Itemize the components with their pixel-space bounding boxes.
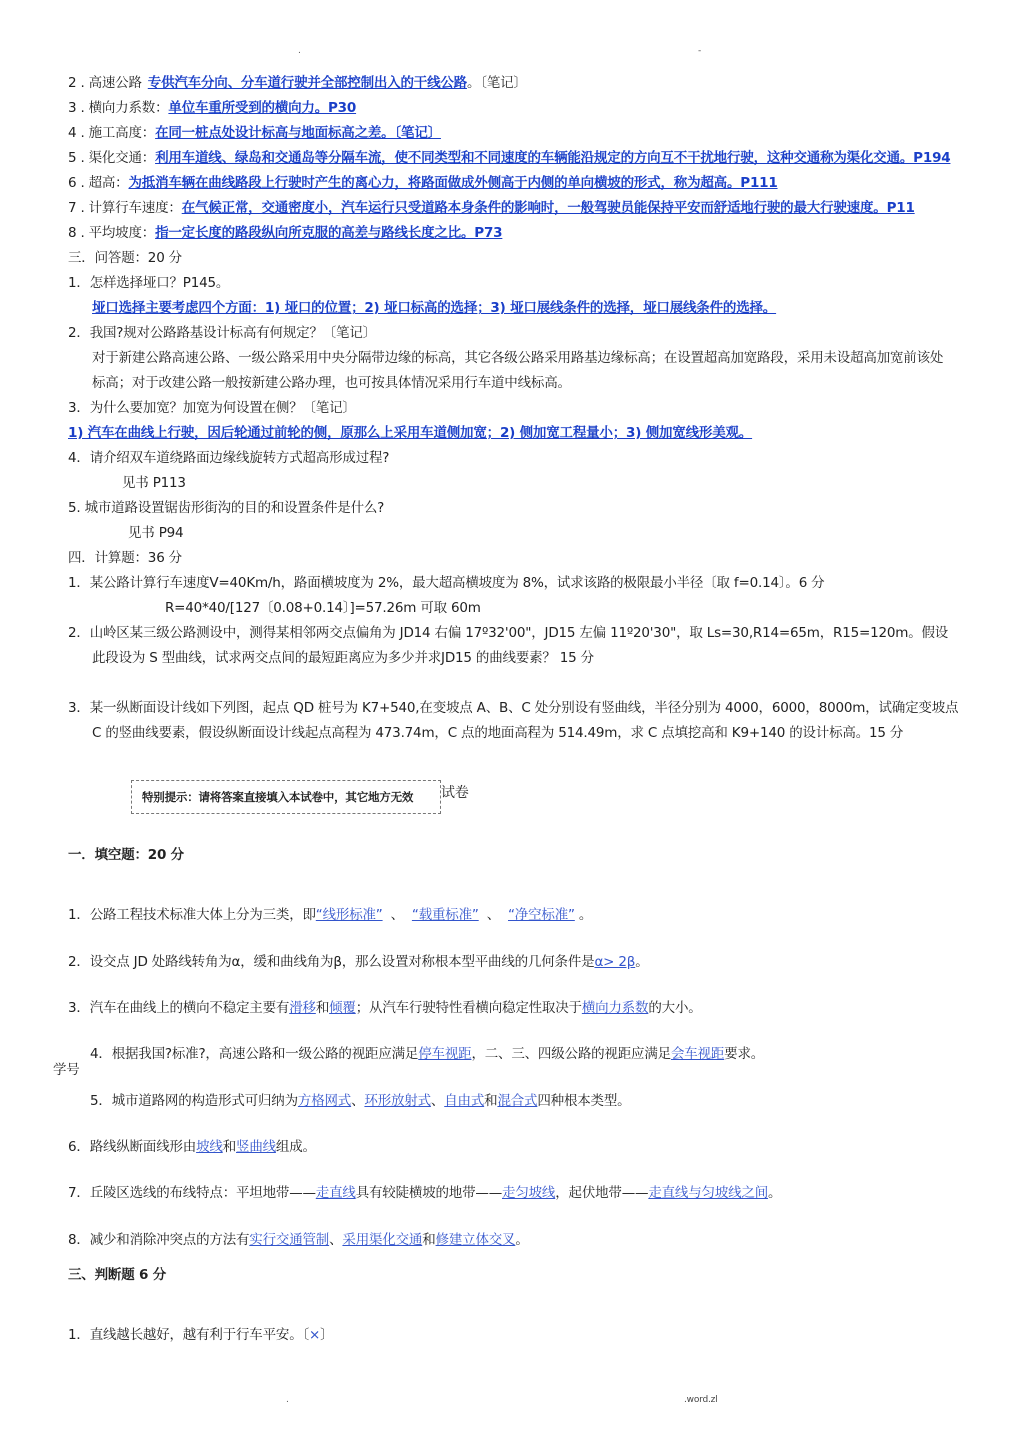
question-1: 1．怎样选择垭口？P145。: [68, 275, 230, 291]
fill-5-text: 5．城市道路网的构造形式可归纳为: [90, 1093, 298, 1109]
calc-3-line2: C 的竖曲线要素，假设纵断面设计线起点高程为 473.74m，C 点的地面高程为 514.49m，求 C 点填挖高和 K9+140 的设计标高。15 分: [92, 725, 904, 741]
question-2: 2．我国?规对公路路基设计标高有何规定？〔笔记〕: [68, 325, 376, 341]
fill-7-answer-c: 走直线与匀坡线之间: [648, 1185, 769, 1201]
fill-8-answer-c: 修建立体交叉: [435, 1232, 516, 1248]
fill-2: [68, 952, 649, 972]
calc-1-formula: R=40*40/[127〔0.08+0.14〕]=57.26m 可取 60m: [165, 600, 481, 616]
definition-term: 高速公路: [88, 75, 142, 91]
fill-8-answer-b: 采用渠化交通: [342, 1232, 423, 1248]
fill-5-end: 四种根本类型。: [537, 1093, 631, 1109]
fill-5-sep: 、: [351, 1093, 365, 1109]
fill-3-and: 和: [315, 1000, 330, 1016]
special-notice-box: [131, 780, 441, 814]
fill-7-text: 7．丘陵区选线的布线特点：平坦地带——: [68, 1185, 316, 1201]
fill-1-end: 。: [578, 907, 593, 923]
definition-item: [68, 98, 356, 118]
fill-5: [90, 1091, 630, 1111]
calc-2-line2: 此段设为 S 型曲线，试求两交点间的最短距离应为多少并求JD15 的曲线要素？ 15 分: [92, 650, 594, 666]
fill-3: [68, 998, 702, 1018]
fill-1-sep: 、: [486, 907, 501, 923]
fill-2-answer: α> 2β: [594, 954, 636, 970]
fill-6-end: 组成。: [275, 1139, 316, 1155]
fill-1-sep: 、: [390, 907, 404, 923]
definition-term: 平均坡度：: [88, 225, 156, 241]
fill-8-and: 和: [422, 1232, 436, 1248]
fill-8-end: 。: [515, 1232, 529, 1248]
judge-1-end: 〕: [320, 1327, 334, 1343]
fill-6-and: 和: [222, 1139, 237, 1155]
definition-number: 6 .: [68, 175, 85, 191]
definition-number: 4 .: [68, 125, 85, 141]
fill-3-mid: ；从汽车行驶特性看横向稳定性取决于: [355, 1000, 582, 1016]
fill-4-answer-b: 会车视距: [670, 1046, 725, 1062]
fill-4-text: 4．根据我国?标准?，高速公路和一级公路的视距应满足: [90, 1046, 419, 1062]
fill-1-text: 1．公路工程技术标准大体上分为三类，即: [68, 907, 316, 923]
fill-3-answer-b: 倾覆: [329, 1000, 356, 1016]
calc-1: 1．某公路计算行车速度V=40Km/h，路面横坡度为 2%，最大超高横坡度为 8%，试求该路的极限最小半径〔取 f=0.14〕。6 分: [68, 575, 825, 591]
definition-item: [68, 73, 527, 93]
fill-5-answer-d: 混合式: [497, 1093, 538, 1109]
definition-answer: 为抵消车辆在曲线路段上行驶时产生的离心力，将路面做成外侧高于内侧的单向横坡的形式，称为超高。P111: [128, 175, 778, 191]
definition-answer: 单位车重所受到的横向力。P30: [168, 100, 357, 116]
definition-term: 超高：: [88, 175, 129, 191]
fill-3-text: 3．汽车在曲线上的横向不稳定主要有: [68, 1000, 290, 1016]
definition-answer: 专供汽车分向、分车道行驶并全部控制出入的干线公路: [147, 75, 467, 91]
fill-5-sep: 、: [430, 1093, 445, 1109]
notice-suffix: 试卷: [441, 785, 469, 801]
definition-number: 3 .: [68, 100, 85, 116]
judge-1-text: 1．直线越长越好，越有利于行车平安。〔: [68, 1327, 310, 1343]
fill-7-answer-a: 走直线: [315, 1185, 356, 1201]
calc-2-line1: 2．山岭区某三级公路测设中，测得某相邻两交点偏角为 JD14 右偏 17º32'00"，JD15 左偏 11º20'30"，取 Ls=30,R14=65m，R15=120m。假设: [68, 625, 949, 641]
fill-6-answer-b: 竖曲线: [236, 1139, 276, 1155]
fill-5-answer-c: 自由式: [444, 1093, 485, 1109]
fill-7-mid: ，起伏地带——: [555, 1185, 649, 1201]
definition-number: 5 .: [68, 150, 85, 166]
question-1-answer: 垭口选择主要考虑四个方面：1) 垭口的位置；2) 垭口标高的选择；3) 垭口展线条件的选择，垭口展线条件的选择。: [92, 300, 777, 316]
definition-term: 渠化交通：: [88, 150, 156, 166]
question-4-reference: 见书 P113: [122, 475, 186, 491]
definition-number: 7 .: [68, 200, 85, 216]
question-2-answer-line1: 对于新建公路高速公路、一级公路采用中央分隔带边缘的标高，其它各级公路采用路基边缘标高；在设置超高加宽路段，采用未设超高加宽前该处: [92, 350, 944, 366]
definition-item: [68, 223, 502, 243]
fill-4-end: 要求。: [724, 1046, 765, 1062]
fill-7-mid: 具有较陡横坡的地带——: [355, 1185, 503, 1201]
definition-answer: 在气候正常，交通密度小，汽车运行只受道路本身条件的影响时，一般驾驶员能保持平安而舒适地行驶的最大行驶速度。P11: [181, 200, 915, 216]
fill-8: [68, 1230, 529, 1250]
definition-item: [68, 198, 915, 218]
fill-6-text: 6．路线纵断面线形由: [68, 1139, 197, 1155]
question-5-reference: 见书 P94: [128, 525, 184, 541]
fill-2-text: 2．设交点 JD 处路线转角为α，缓和曲线角为β，那么设置对称根本型平曲线的几何条件是: [68, 954, 595, 970]
fill-6: [68, 1137, 316, 1157]
fill-3-answer-a: 滑移: [289, 1000, 316, 1016]
fill-7-answer-b: 走匀坡线: [502, 1185, 556, 1201]
fill-5-answer-b: 环形放射式: [364, 1093, 431, 1109]
definition-item: [68, 123, 441, 143]
fill-7-end: 。: [768, 1185, 782, 1201]
definition-number: 8 .: [68, 225, 85, 241]
calc-3-line1: 3．某一纵断面设计线如下列图，起点 QD 桩号为 K7+540,在变坡点 A、B、C 处分别设有竖曲线，半径分别为 4000，6000，8000m，试确定变坡点: [68, 700, 959, 716]
fill-4: [90, 1044, 764, 1064]
definition-term: 施工高度：: [88, 125, 156, 141]
section-fill-title: 一．填空题：20 分: [68, 847, 184, 863]
definition-note: 。〔笔记〕: [466, 75, 527, 91]
footer-dot: .: [286, 1395, 289, 1405]
fill-1-answer-a: “线形标准”: [315, 907, 383, 923]
question-3: 3．为什么要加宽？加宽为何设置在侧？〔笔记〕: [68, 400, 356, 416]
definition-answer: 指一定长度的路段纵向所克服的高差与路线长度之比。P73: [155, 225, 503, 241]
fill-8-answer-a: 实行交通管制: [249, 1232, 330, 1248]
fill-2-end: 。: [635, 954, 649, 970]
header-dot-right: -: [698, 46, 702, 56]
definition-item: [68, 148, 950, 168]
judge-1: [68, 1325, 333, 1345]
fill-1-answer-c: “净空标准”: [508, 907, 575, 923]
fill-8-text: 8．减少和消除冲突点的方法有: [68, 1232, 250, 1248]
fill-5-answer-a: 方格网式: [297, 1093, 352, 1109]
definition-number: 2 .: [68, 75, 85, 91]
question-5: 5. 城市道路设置锯齿形街沟的目的和设置条件是什么?: [68, 500, 385, 516]
definition-answer: 利用车道线、绿岛和交通岛等分隔车流，使不同类型和不同速度的车辆能沿规定的方向互不干扰地行驶，这种交通称为渠化交通。P194: [155, 150, 951, 166]
section-judge-title: 三、判断题 6 分: [68, 1267, 166, 1283]
fill-7: [68, 1183, 781, 1203]
footer-source: .word.zl: [684, 1395, 718, 1405]
fill-8-sep: 、: [329, 1232, 343, 1248]
header-dot-left: .: [298, 46, 301, 56]
fill-3-end: 的大小。: [648, 1000, 702, 1016]
definition-item: [68, 173, 778, 193]
judge-1-mark: ×: [309, 1327, 321, 1343]
fill-5-and: 和: [484, 1093, 498, 1109]
fill-3-answer-c: 横向力系数: [581, 1000, 649, 1016]
fill-4-answer-a: 停车视距: [418, 1046, 472, 1062]
section-calc-title: 四．计算题：36 分: [68, 550, 182, 566]
fill-1-answer-b: “载重标准”: [411, 907, 479, 923]
student-id-label: 学号: [53, 1062, 80, 1078]
definition-term: 横向力系数：: [88, 100, 169, 116]
definition-term: 计算行车速度：: [88, 200, 182, 216]
question-2-answer-line2: 标高；对于改建公路一般按新建公路办理，也可按具体情况采用行车道中线标高。: [92, 375, 571, 391]
special-notice-text: 特别提示：请将答案直接填入本试卷中，其它地方无效: [142, 790, 414, 804]
definition-answer: 在同一桩点处设计标高与地面标高之差。〔笔记〕: [155, 125, 441, 141]
question-4: 4．请介绍双车道绕路面边缘线旋转方式超高形成过程?: [68, 450, 390, 466]
section-qa-title: 三．问答题：20 分: [68, 250, 182, 266]
fill-4-mid: ，二、三、四级公路的视距应满足: [471, 1046, 671, 1062]
fill-1: [68, 905, 592, 925]
fill-6-answer-a: 坡线: [196, 1139, 223, 1155]
question-3-answer: 1) 汽车在曲线上行驶，因后轮通过前轮的侧，原那么上采用车道侧加宽；2) 侧加宽工程量小；3) 侧加宽线形美观。: [68, 425, 753, 441]
